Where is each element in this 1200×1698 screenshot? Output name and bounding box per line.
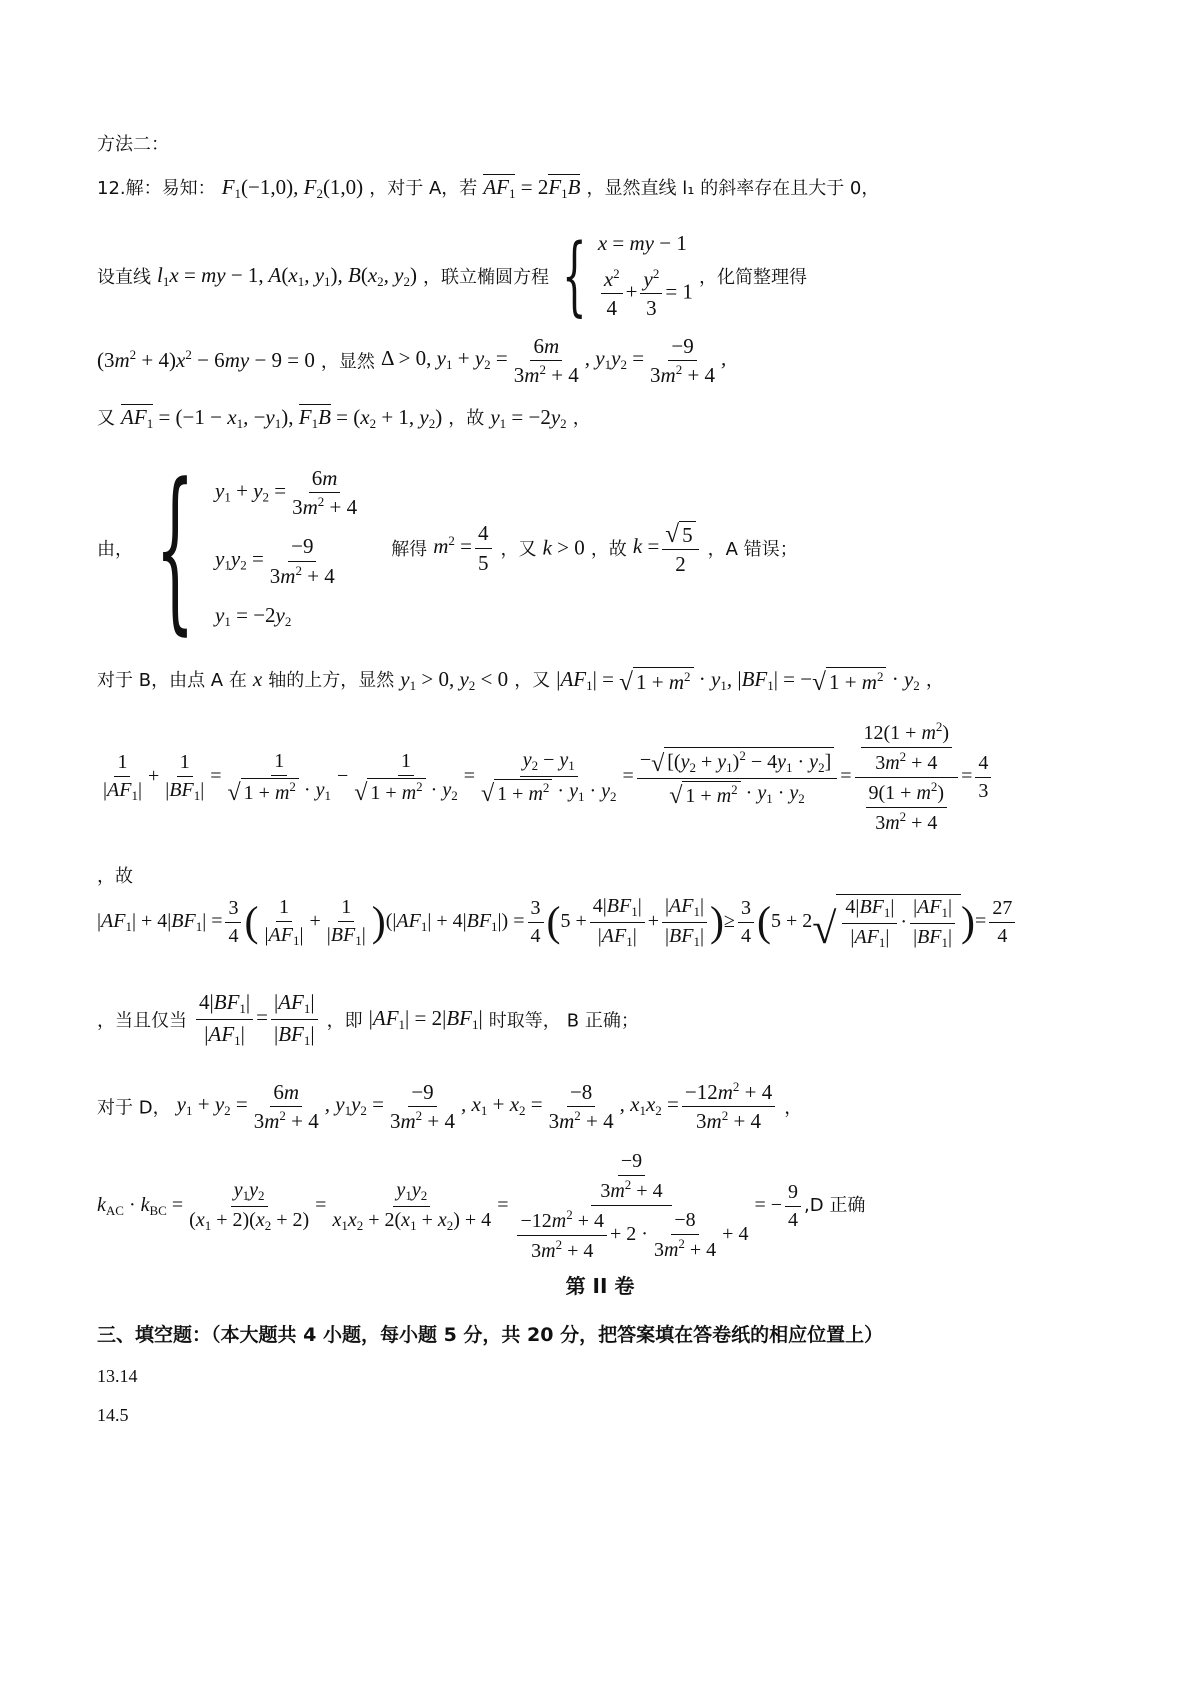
quadratic-line <box>97 334 726 387</box>
equality-line <box>97 990 639 1049</box>
solve-conclusion: ，A 错误； <box>707 539 798 560</box>
solve-system: { $y_1 + y_2$ = $\frac{6m}{3m^2 + 4}$ $y_1y_2$ = $\frac{-9}{3m^2 + 4}$ $y_1 = -2y_2$ <box>155 445 358 651</box>
setup-prefix: 设直线 <box>97 267 151 288</box>
answer-14: 14.5 <box>97 1405 129 1425</box>
solve-prefix: 由， <box>97 539 133 560</box>
solve-line <box>97 445 798 651</box>
vectors-suffix: ， <box>572 408 591 429</box>
solve-result-label: 解得 <box>391 539 428 560</box>
q12-intro <box>97 174 879 202</box>
d-conclusion: ,D 正确 <box>804 1195 866 1217</box>
vectors-mid: ，故 <box>448 408 485 429</box>
q12-intro-prefix: 12.解：易知： <box>97 178 216 199</box>
equality-suffix: 时取等， <box>488 1010 561 1032</box>
vector-condition: $AF_1 = 2F_1B$ <box>483 175 581 201</box>
b-suffix: ， <box>925 670 944 691</box>
section-heading: 三、填空题：（本大题共 4 小题，每小题 5 分，共 20 分，把答案填在答卷纸的相应位置上） <box>97 1324 884 1346</box>
ellipse-system: { x = my − 1 $\frac{x^2}{4}$ + $\frac{y^2}{3}$ = 1 <box>562 226 693 326</box>
b-conclusion: B 正确； <box>566 1010 639 1032</box>
vector-components: $AF_1 = (-1 - x_1$, $-y_1$), $F_1B = (x_2 + 1$, $y_2$) <box>121 405 443 431</box>
b-mid2: ，又 <box>514 670 551 691</box>
section-title: 第 II 卷 <box>565 1274 635 1298</box>
therefore-label: ，故 <box>97 866 133 887</box>
vieta-prefix: ，显然 <box>320 351 375 373</box>
d-vieta: $y_1 + y_2$ = $\frac{6m}{3m^2 + 4}$ , $y_1y_2$ = $\frac{-9}{3m^2 + 4}$ , $x_1 + x_2$ = $\frac{-8}{3m^2 + 4}$ , $x_1x_2$ = $\frac{-12m^2 + 4}{3m^2 + 4}$ <box>177 1092 779 1116</box>
reciprocal-sum: $\frac{1}{|AF_1|}$ + $\frac{1}{|BF_1|}$ = 1 √ $1 + m^2$ · $y_1$ − 1 √ $1 + m^2$ · $y_2$ = $y_2 - y_1$ √ $1 + m^2$ · $y_1 \cdot y_2$ = − √ $[(y_2 + y_1)^2 - 4y_1 \cdot y_2]$ √ $1 + m^2$ · $y_1 \cdot y_2$ = $\frac{\frac{12(1 + m^2)}{3m^2 + 4}}{\frac{9(1 + m^2)}{3m^2 + 4}}$ = $\frac{4}{3}$ <box>97 720 994 835</box>
q12-intro-mid: ，对于 A，若 <box>369 178 478 199</box>
method-label: 方法二： <box>97 134 169 155</box>
y-relation: $y_1 = -2y_2$ <box>490 405 567 431</box>
inequality-line: $|AF_1| + 4|BF_1|$ = $\frac{3}{4}$ ( $\frac{1}{|AF_1|}$ + $\frac{1}{|BF_1|}$ )$(|AF_1| + 4|BF_1|)$ = $\frac{3}{4}$ (5 + $\frac{4|BF_1|}{|AF_1|}$ + $\frac{|AF_1|}{|BF_1|}$ )≥ $\frac{3}{4}$ (5 + 2 √ $\frac{4|BF_1|}{|AF_1|}$ · $\frac{|AF_1|}{|BF_1|}$ )= $\frac{27}{4}$ <box>97 894 1018 951</box>
focal-lengths: $|AF_1|$ = √ $1 + m^2$ · $y_1$, $|BF_1|$ = − √ $1 + m^2$ · $y_2$ <box>556 667 920 696</box>
b-prefix: 对于 B，由点 A 在 <box>97 670 247 691</box>
d-prefix: 对于 D， <box>97 1097 171 1119</box>
equality-result: $|AF_1| = 2|BF_1|$ <box>368 1005 483 1032</box>
solve-k-mid: ，故 <box>590 539 627 560</box>
answer-13: 13.14 <box>97 1366 138 1386</box>
d-suffix: ， <box>784 1097 803 1119</box>
k-positive: k > 0 <box>542 535 585 560</box>
m-squared-value: $m^2$ = $\frac{4}{5}$ <box>433 534 494 558</box>
setup-mid: ，联立椭圆方程 <box>423 267 550 288</box>
foci-expression: $F_1(-1,0)$, $F_2(1,0)$ <box>221 175 364 201</box>
equality-prefix: ，当且仅当 <box>97 1010 187 1032</box>
d-line <box>97 1080 802 1133</box>
slope-product-line: $k_{AC} \cdot k_{BC}$ = $\frac{y_1y_2}{(x_1 + 2)(x_2 + 2)}$ = $\frac{y_1y_2}{x_1x_2 + 2(x_1 + x_2) + 4}$ = $\frac{-9}{3m^2 + 4}$ $\frac{-12m^2 + 4}{3m^2 + 4}$ + 2 · $\frac{-8}{3m^2 + 4}$ + 4 = − $\frac{9}{4}$ ,D 正确 <box>97 1150 866 1262</box>
q12-intro-suffix: ，显然直线 l₁ 的斜率存在且大于 0， <box>586 178 880 199</box>
quadratic-equation: $(3m^2 + 4)x^2 - 6my - 9 = 0$ <box>97 347 315 373</box>
vectors-line <box>97 404 591 432</box>
b-line <box>97 666 944 695</box>
equality-mid: ，即 <box>326 1010 363 1032</box>
solve-k-prefix: ，又 <box>500 539 537 560</box>
equality-condition: $\frac{4|BF_1|}{|AF_1|}$ = $\frac{|AF_1|}{|BF_1|}$ <box>193 1005 321 1029</box>
q12-setup <box>97 226 807 326</box>
vectors-prefix: 又 <box>97 408 115 429</box>
b-axis: x <box>252 667 263 691</box>
line-equation: $l_1x$ = my − 1, $A(x_1$, $y_1$), $B(x_2$, $y_2$) <box>157 262 417 289</box>
y-signs: $y_1 > 0$, $y_2 < 0$ <box>400 667 509 693</box>
setup-suffix: ，化简整理得 <box>698 267 807 288</box>
vieta-formulas: Δ > 0, $y_1 + y_2$ = $\frac{6m}{3m^2 + 4}$ , $y_1y_2$ = $\frac{-9}{3m^2 + 4}$ , <box>380 334 727 388</box>
k-value: k = √ 5 2 <box>633 534 702 558</box>
b-mid: 轴的上方，显然 <box>268 670 395 691</box>
